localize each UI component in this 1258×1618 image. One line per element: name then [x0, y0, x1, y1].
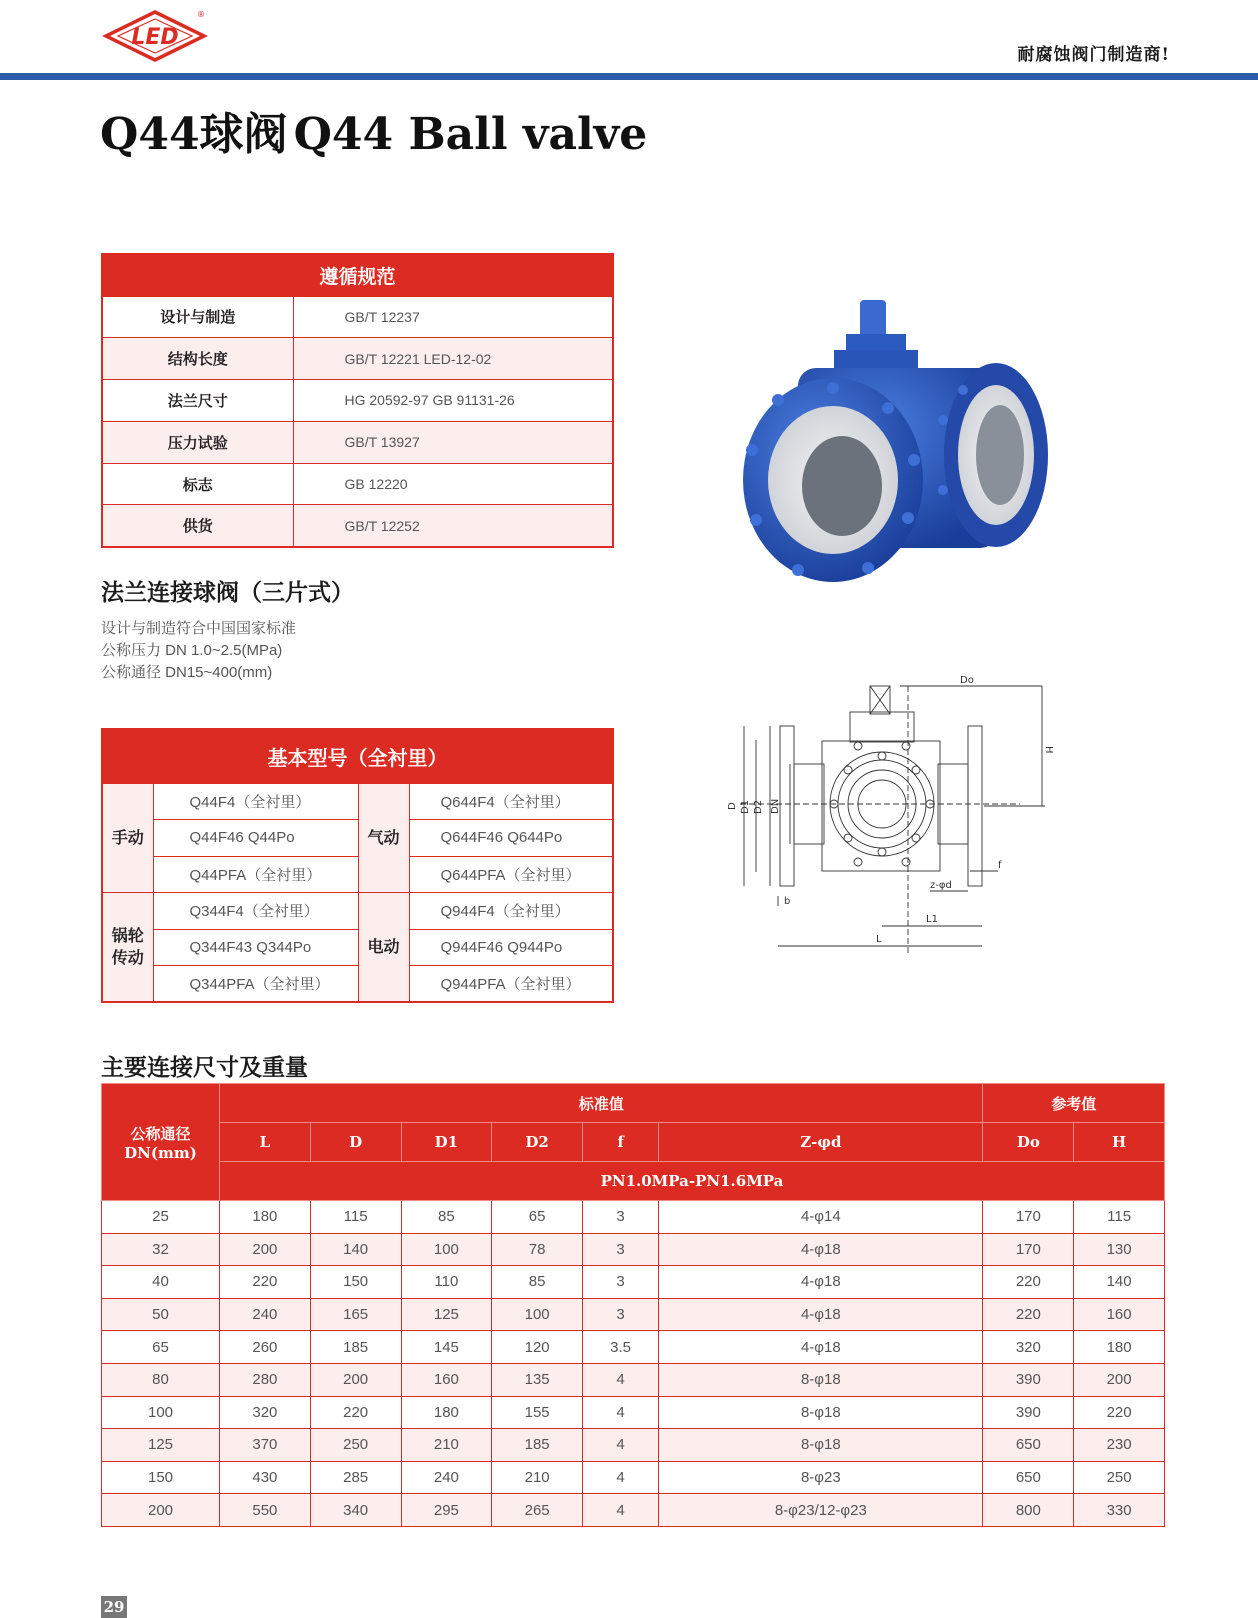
dimension-cell: 180: [401, 1396, 492, 1429]
dimension-cell: 220: [1074, 1396, 1165, 1429]
standard-value: GB/T 12221 LED-12-02: [293, 338, 613, 380]
page-title: [100, 98, 647, 162]
model-cell: Q644PFA（全衬里）: [409, 856, 613, 893]
dimension-cell: 280: [220, 1363, 311, 1396]
dimension-cell: 200: [1074, 1363, 1165, 1396]
table-row: [102, 1461, 1165, 1494]
col-header: D2: [492, 1123, 583, 1162]
svg-text:b: b: [784, 896, 791, 907]
dimension-cell: 200: [310, 1363, 401, 1396]
dimension-cell: 4: [583, 1494, 659, 1527]
table-row: [102, 505, 613, 547]
model-cell: Q944PFA（全衬里）: [409, 966, 613, 1003]
desc-line: 公称通径 DN15~400(mm): [101, 664, 273, 681]
dn-cell: 40: [102, 1266, 220, 1299]
dimension-cell: 180: [220, 1201, 311, 1234]
standard-header: 标准值: [220, 1084, 983, 1123]
group-label-line: 传动: [111, 948, 144, 967]
table-row: [102, 783, 613, 820]
dimension-cell: 100: [401, 1233, 492, 1266]
dimension-cell: 78: [492, 1233, 583, 1266]
svg-text:L1: L1: [926, 914, 938, 925]
svg-text:DN: DN: [770, 798, 781, 814]
drawing-label-do: Do: [960, 675, 974, 686]
dimension-cell: 8-φ18: [659, 1429, 983, 1462]
product-subtitle: 法兰连接球阀（三片式）: [101, 579, 354, 606]
table-row: [102, 1298, 1165, 1331]
dn-cell: 150: [102, 1461, 220, 1494]
dimension-cell: 430: [220, 1461, 311, 1494]
table-row: [102, 1331, 1165, 1364]
dimension-cell: 210: [401, 1429, 492, 1462]
dimension-cell: 390: [983, 1396, 1074, 1429]
dimensions-title: 主要连接尺寸及重量: [101, 1054, 308, 1081]
svg-text:z-φd: z-φd: [930, 880, 952, 891]
dimension-cell: 170: [983, 1201, 1074, 1234]
model-cell: Q344F43 Q344Po: [153, 929, 358, 966]
dn-header-line: DN(mm): [124, 1143, 197, 1162]
dimension-cell: 250: [310, 1429, 401, 1462]
dn-cell: 50: [102, 1298, 220, 1331]
standard-key: 标志: [102, 463, 293, 505]
table-row: [102, 893, 613, 930]
model-cell: Q44F46 Q44Po: [153, 820, 358, 857]
dimension-cell: 4-φ18: [659, 1233, 983, 1266]
dimension-cell: 120: [492, 1331, 583, 1364]
standard-key: 设计与制造: [102, 296, 293, 338]
svg-text:L: L: [876, 934, 882, 945]
dimension-cell: 85: [492, 1266, 583, 1299]
col-header: Z-φd: [659, 1123, 983, 1162]
standard-value: GB/T 13927: [293, 421, 613, 463]
model-cell: Q644F4（全衬里）: [409, 783, 613, 820]
dimension-cell: 4-φ14: [659, 1201, 983, 1234]
dimension-cell: 110: [401, 1266, 492, 1299]
svg-text:®: ®: [197, 10, 205, 19]
standard-key: 法兰尺寸: [102, 380, 293, 422]
dimension-cell: 240: [401, 1461, 492, 1494]
dimension-cell: 330: [1074, 1494, 1165, 1527]
dn-cell: 125: [102, 1429, 220, 1462]
table-row: [102, 1201, 1165, 1234]
table-row: [102, 1396, 1165, 1429]
dn-cell: 200: [102, 1494, 220, 1527]
dn-cell: 25: [102, 1201, 220, 1234]
table-row: [102, 1266, 1165, 1299]
dimension-cell: 100: [492, 1298, 583, 1331]
dimension-cell: 260: [220, 1331, 311, 1364]
dimension-cell: 285: [310, 1461, 401, 1494]
col-header: Do: [983, 1123, 1074, 1162]
dimension-cell: 8-φ18: [659, 1396, 983, 1429]
dimension-cell: 3: [583, 1201, 659, 1234]
table-row: [102, 856, 613, 893]
dimension-cell: 160: [1074, 1298, 1165, 1331]
dn-cell: 32: [102, 1233, 220, 1266]
table-row: [102, 421, 613, 463]
table-row: [102, 1429, 1165, 1462]
dimension-cell: 130: [1074, 1233, 1165, 1266]
product-description: [101, 618, 296, 684]
table-row: [102, 1233, 1165, 1266]
standard-value: GB/T 12252: [293, 505, 613, 547]
standard-key: 压力试验: [102, 421, 293, 463]
dimension-cell: 185: [310, 1331, 401, 1364]
col-header: f: [583, 1123, 659, 1162]
dimension-cell: 170: [983, 1233, 1074, 1266]
dimension-cell: 65: [492, 1201, 583, 1234]
table-row: [102, 338, 613, 380]
dimension-cell: 240: [220, 1298, 311, 1331]
dimension-cell: 155: [492, 1396, 583, 1429]
standard-value: GB/T 12237: [293, 296, 613, 338]
dimension-cell: 220: [310, 1396, 401, 1429]
table-row: [102, 463, 613, 505]
dimension-cell: 390: [983, 1363, 1074, 1396]
dimension-cell: 550: [220, 1494, 311, 1527]
dimension-cell: 4: [583, 1461, 659, 1494]
dimension-cell: 160: [401, 1363, 492, 1396]
group-label: [102, 893, 153, 1003]
dimension-cell: 250: [1074, 1461, 1165, 1494]
table-row: [102, 1494, 1165, 1527]
standard-value: HG 20592-97 GB 91131-26: [293, 380, 613, 422]
dimension-cell: 135: [492, 1363, 583, 1396]
dimension-cell: 4-φ18: [659, 1298, 983, 1331]
dimension-cell: 650: [983, 1429, 1074, 1462]
model-cell: Q944F46 Q944Po: [409, 929, 613, 966]
group-label: 气动: [358, 783, 409, 893]
dimension-cell: 180: [1074, 1331, 1165, 1364]
dimension-cell: 185: [492, 1429, 583, 1462]
dimension-cell: 320: [220, 1396, 311, 1429]
dimension-cell: 230: [1074, 1429, 1165, 1462]
models-table: [101, 728, 614, 1003]
model-cell: Q44F4（全衬里）: [153, 783, 358, 820]
dimension-cell: 150: [310, 1266, 401, 1299]
table-row: [102, 929, 613, 966]
desc-line: 公称压力 DN 1.0~2.5(MPa): [101, 642, 283, 659]
dimensions-table: [101, 1083, 1165, 1527]
standard-key: 结构长度: [102, 338, 293, 380]
dimension-cell: 320: [983, 1331, 1074, 1364]
dimension-cell: 115: [1074, 1201, 1165, 1234]
svg-text:f: f: [998, 860, 1002, 871]
svg-text:H: H: [1043, 746, 1054, 754]
dn-header: [102, 1084, 220, 1201]
standard-value: GB 12220: [293, 463, 613, 505]
dn-cell: 65: [102, 1331, 220, 1364]
dn-cell: 100: [102, 1396, 220, 1429]
title-en: Q44 Ball valve: [293, 109, 648, 160]
led-logo: [100, 8, 210, 64]
header-bar: [0, 73, 1258, 80]
svg-text:D: D: [727, 802, 738, 810]
title-cn: Q44球阀: [100, 109, 288, 160]
table-row: [102, 1363, 1165, 1396]
model-cell: Q344PFA（全衬里）: [153, 966, 358, 1003]
dimension-cell: 140: [1074, 1266, 1165, 1299]
dimension-cell: 8-φ18: [659, 1363, 983, 1396]
col-header: D1: [401, 1123, 492, 1162]
dimension-cell: 295: [401, 1494, 492, 1527]
dimension-cell: 3.5: [583, 1331, 659, 1364]
dimension-cell: 220: [220, 1266, 311, 1299]
dimension-cell: 8-φ23/12-φ23: [659, 1494, 983, 1527]
svg-text:D1: D1: [740, 799, 751, 814]
ball-valve-photo: [738, 290, 1068, 610]
col-header: D: [310, 1123, 401, 1162]
dimension-cell: 4: [583, 1429, 659, 1462]
dimension-cell: 4-φ18: [659, 1331, 983, 1364]
table-row: [102, 380, 613, 422]
dn-header-line: 公称通径: [130, 1124, 191, 1143]
page-number: 29: [101, 1596, 127, 1618]
dimension-cell: 125: [401, 1298, 492, 1331]
dimension-cell: 85: [401, 1201, 492, 1234]
svg-text:D2: D2: [753, 799, 764, 814]
dimension-cell: 220: [983, 1266, 1074, 1299]
standards-table: [101, 253, 614, 548]
group-label: 电动: [358, 893, 409, 1003]
desc-line: 设计与制造符合中国国家标准: [101, 620, 297, 637]
dimension-cell: 265: [492, 1494, 583, 1527]
dimension-cell: 370: [220, 1429, 311, 1462]
dimension-cell: 8-φ23: [659, 1461, 983, 1494]
dimension-cell: 210: [492, 1461, 583, 1494]
dimension-cell: 115: [310, 1201, 401, 1234]
model-cell: Q644F46 Q644Po: [409, 820, 613, 857]
dimension-cell: 3: [583, 1266, 659, 1299]
dimension-cell: 145: [401, 1331, 492, 1364]
dimension-cell: 220: [983, 1298, 1074, 1331]
models-heading: 基本型号（全衬里）: [102, 729, 613, 783]
model-cell: Q944F4（全衬里）: [409, 893, 613, 930]
svg-text:LED: LED: [131, 25, 179, 50]
table-row: [102, 296, 613, 338]
dimension-cell: 165: [310, 1298, 401, 1331]
dimension-cell: 3: [583, 1298, 659, 1331]
group-label-line: 锅轮: [111, 926, 144, 945]
reference-header: 参考值: [983, 1084, 1165, 1123]
dimension-cell: 4: [583, 1396, 659, 1429]
model-cell: Q44PFA（全衬里）: [153, 856, 358, 893]
dimension-drawing: [727, 675, 1090, 966]
dimension-cell: 800: [983, 1494, 1074, 1527]
dimension-cell: 140: [310, 1233, 401, 1266]
col-header: L: [220, 1123, 311, 1162]
dimension-cell: 200: [220, 1233, 311, 1266]
standards-heading: 遵循规范: [102, 254, 613, 296]
dimension-cell: 4-φ18: [659, 1266, 983, 1299]
model-cell: Q344F4（全衬里）: [153, 893, 358, 930]
table-row: [102, 966, 613, 1003]
table-row: [102, 820, 613, 857]
dimension-cell: 340: [310, 1494, 401, 1527]
standard-key: 供货: [102, 505, 293, 547]
pressure-header: PN1.0MPa-PN1.6MPa: [220, 1162, 1165, 1201]
dimension-cell: 4: [583, 1363, 659, 1396]
col-header: H: [1074, 1123, 1165, 1162]
group-label: 手动: [102, 783, 153, 893]
dimension-cell: 3: [583, 1233, 659, 1266]
dn-cell: 80: [102, 1363, 220, 1396]
dimension-cell: 650: [983, 1461, 1074, 1494]
company-tagline: 耐腐蚀阀门制造商!: [1017, 45, 1170, 65]
